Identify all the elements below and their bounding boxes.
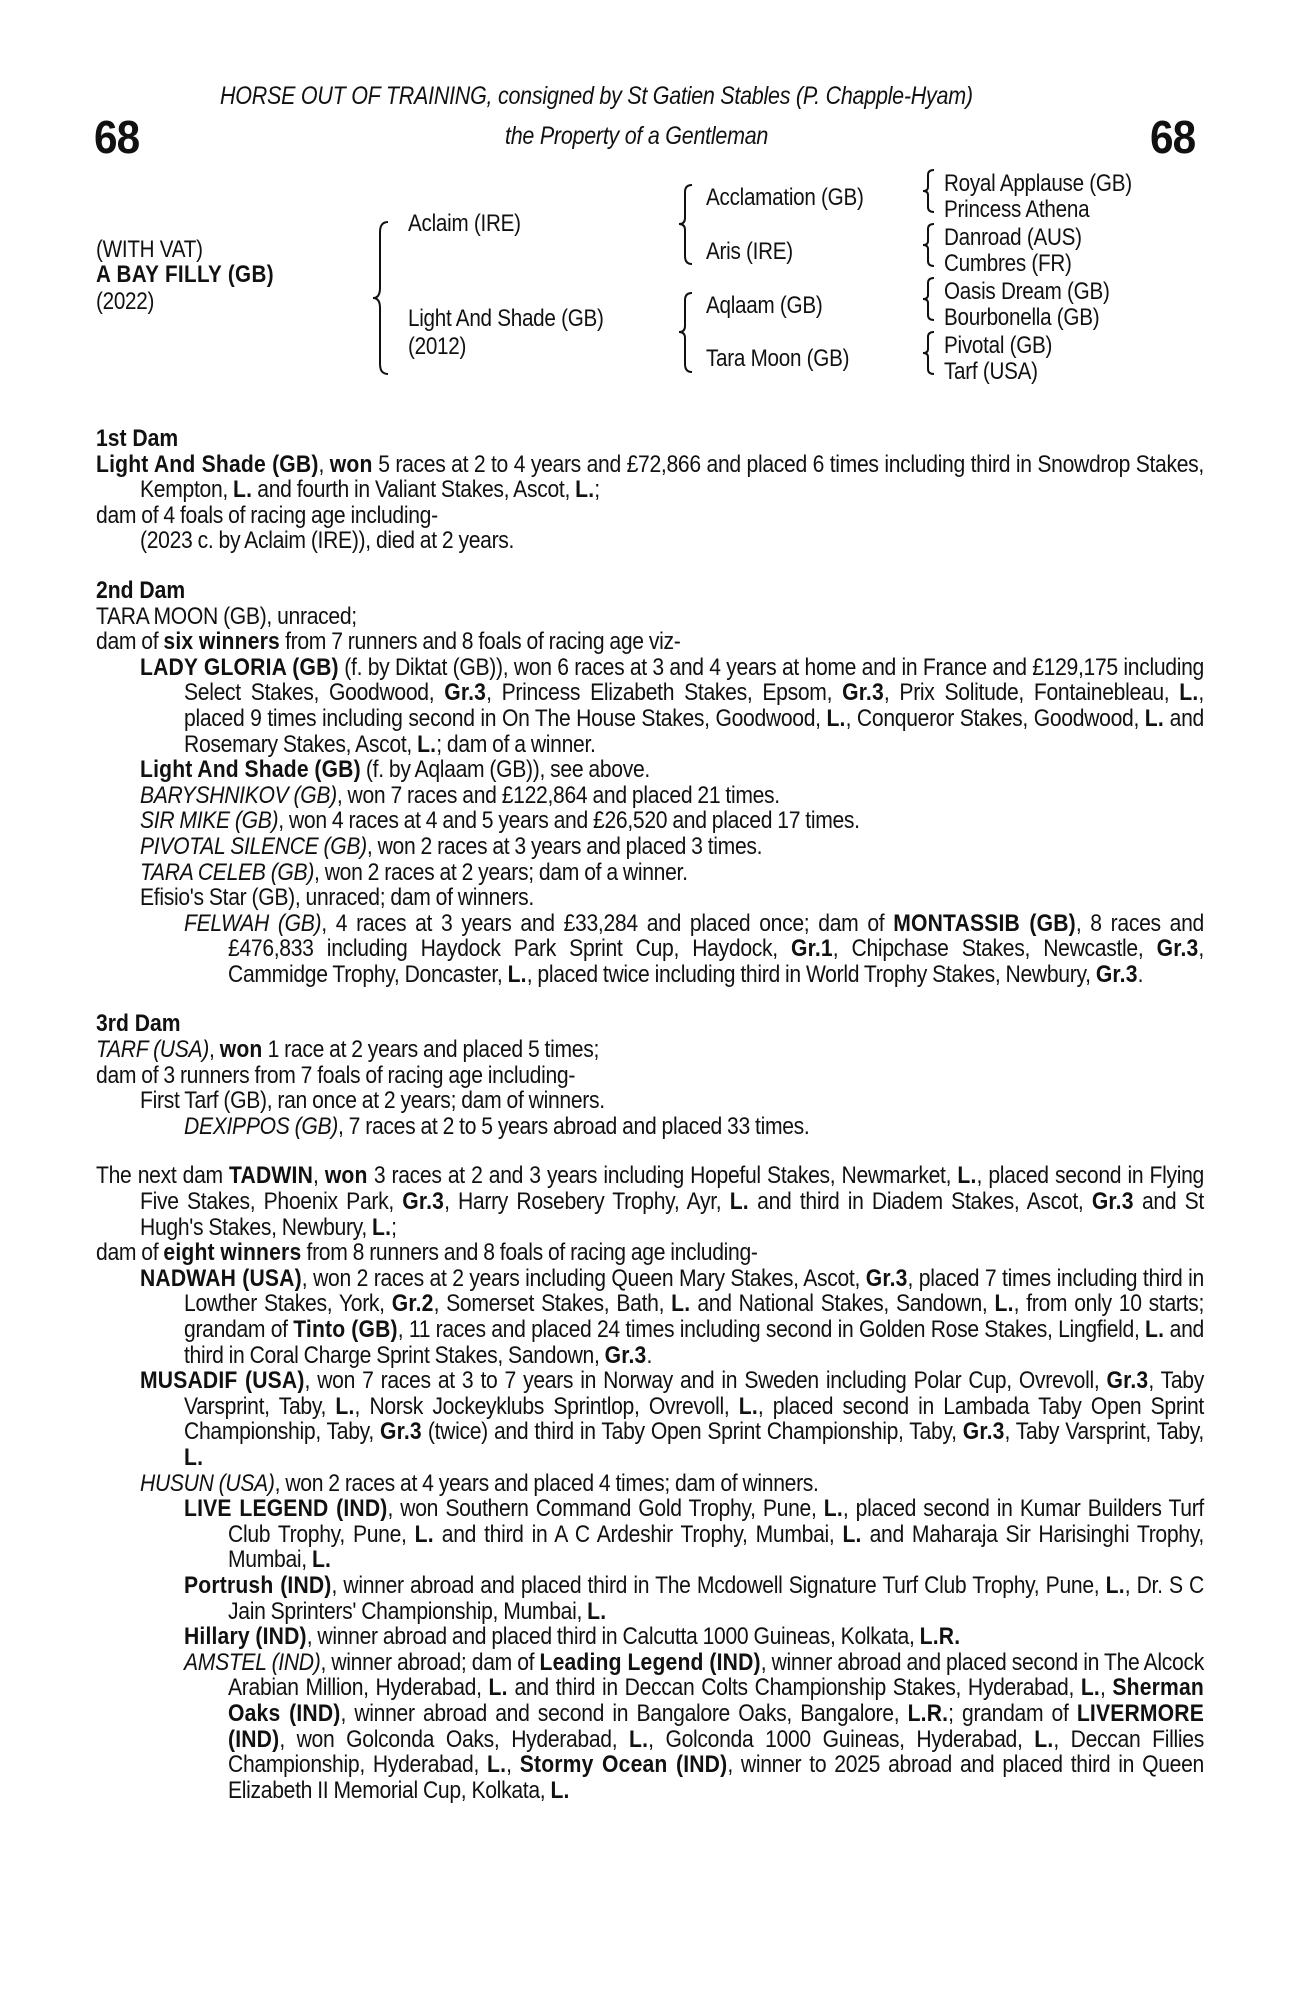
entry-text: and National Stakes, Sandown, xyxy=(690,1290,995,1318)
bold-text: Gr.3 xyxy=(444,679,487,707)
italic-text: HUSUN (USA) xyxy=(140,1469,275,1497)
entry-text: , Taby Varsprint, Taby, xyxy=(184,1367,1205,1420)
entry-text: and third in Coral Charge Sprint Stakes, Sandown, xyxy=(184,1316,1204,1369)
entry-text: , winner abroad and placed third in Calcutta 1000 Guineas, Kolkata, xyxy=(306,1623,920,1651)
bold-text: L. xyxy=(575,476,595,504)
g3-ancestor-text: Pivotal (GB) xyxy=(944,332,1053,359)
g3-ancestor xyxy=(944,224,1104,252)
g3-ancestor-text: Princess Athena xyxy=(944,196,1090,223)
italic-text: TARF (USA) xyxy=(96,1036,210,1064)
dam-year-text: (2012) xyxy=(408,333,467,360)
entry-text: , Taby Varsprint, Taby, xyxy=(1004,1418,1205,1446)
entry-text: , won 2 races at 2 years including Queen Mary Stakes, Ascot, xyxy=(301,1264,866,1292)
brace-icon xyxy=(920,222,938,268)
bold-text: L. xyxy=(1179,679,1199,707)
bold-text: Gr.3 xyxy=(379,1418,422,1446)
bold-text: L. xyxy=(823,1495,843,1523)
pedigree-entry xyxy=(96,1114,1204,1140)
bold-text: L. xyxy=(335,1392,355,1420)
bold-text: L. xyxy=(507,960,527,988)
bold-text: L. xyxy=(488,1674,508,1702)
section-title: 1st Dam xyxy=(96,425,179,452)
catalogue-header-consignor xyxy=(0,82,1315,111)
pedigree-entry xyxy=(96,1266,1204,1368)
entry-text: , 7 races at 2 to 5 years abroad and placed 33 times. xyxy=(338,1112,810,1140)
bold-text: TADWIN xyxy=(229,1162,314,1190)
brace-icon xyxy=(920,276,938,322)
entry-text: , won 2 races at 3 years and placed 3 times. xyxy=(366,832,763,860)
entry-text: Efisio's Star (GB), unraced; dam of winners. xyxy=(140,884,534,912)
bold-text: Gr.3 xyxy=(402,1188,445,1216)
g3-ancestor xyxy=(944,332,1070,360)
dam-sire xyxy=(706,292,841,320)
g3-ancestor xyxy=(944,304,1125,332)
entry-text: , placed 7 times including third in Lowther Stakes, York, xyxy=(184,1264,1204,1318)
bold-text: L. xyxy=(738,1392,758,1420)
bold-text: L. xyxy=(1145,1316,1165,1343)
pedigree-entry xyxy=(96,604,1204,630)
entry-text: 5 races at 2 to 4 years and £72,866 and placed 6 times including third in Snowdrop Stakes, Kempton, xyxy=(140,450,1204,504)
bold-text: Light And Shade (GB) xyxy=(96,450,319,478)
entry-text: , 8 races and £476,833 including Haydock Park Sprint Cup, Haydock, xyxy=(228,909,1205,963)
entry-text: , winner abroad and placed third in The Mcdowell Signature Turf Club Trophy, Pune, xyxy=(331,1571,1106,1599)
entry-text: , xyxy=(506,1751,520,1779)
entry-text: and third in A C Ardeshir Trophy, Mumbai, xyxy=(433,1520,843,1548)
g3-ancestor-text: Danroad (AUS) xyxy=(944,224,1082,251)
pedigree-entry xyxy=(96,528,1204,554)
pedigree-entry xyxy=(96,629,1204,655)
bold-text: L. xyxy=(1080,1674,1100,1702)
entry-text: from 8 runners and 8 foals of racing age including- xyxy=(301,1239,758,1267)
bold-text: MUSADIF (USA) xyxy=(140,1367,305,1395)
italic-text: TARA CELEB (GB) xyxy=(140,858,315,886)
entry-text: ; xyxy=(391,1213,397,1241)
entry-text: , won Golconda Oaks, Hyderabad, xyxy=(279,1725,630,1753)
entry-text: , winner abroad and placed second in The Alcock Arabian Million, Hyderabad, xyxy=(228,1648,1204,1702)
sire-dam-text: Aris (IRE) xyxy=(706,238,793,265)
italic-text: FELWAH (GB) xyxy=(184,909,322,937)
entry-text: dam of 4 foals of racing age including- xyxy=(96,501,438,529)
bold-text: Portrush (IND) xyxy=(184,1571,332,1599)
entry-text: , Chipchase Stakes, Newcastle, xyxy=(832,935,1157,963)
entry-text: TARA MOON (GB), unraced; xyxy=(96,602,357,630)
bold-text: Stormy Ocean (IND) xyxy=(519,1751,728,1779)
bold-text: eight winners xyxy=(163,1239,302,1267)
entry-text: , 4 races at 3 years and £33,284 and placed once; dam of xyxy=(321,909,894,937)
brace-icon xyxy=(676,290,696,376)
bold-text: Hillary (IND) xyxy=(184,1623,307,1651)
brace-icon xyxy=(920,168,938,214)
bold-text: L. xyxy=(487,1751,507,1779)
brace-icon xyxy=(370,218,392,378)
entry-text: , won 4 races at 4 and 5 years and £26,520 and placed 17 times. xyxy=(278,807,860,835)
pedigree-entry xyxy=(96,1037,1204,1063)
horse-name-text: A BAY FILLY (GB) xyxy=(96,261,274,288)
section-title: 2nd Dam xyxy=(96,576,186,604)
bold-text: Gr.3 xyxy=(604,1341,647,1369)
entry-text: , placed second in Lambada Taby Open Sprint Championship, Taby, xyxy=(184,1392,1204,1446)
bold-text: L. xyxy=(311,1546,332,1574)
entry-text: The next dam xyxy=(96,1162,230,1190)
horse-name xyxy=(96,261,303,289)
sire-text: Aclaim (IRE) xyxy=(408,210,521,237)
entry-text: , Conqueror Stakes, Goodwood, xyxy=(845,704,1145,732)
entry-text: , Harry Rosebery Trophy, Ayr, xyxy=(444,1188,730,1216)
entry-text: , Deccan Fillies Championship, Hyderabad, xyxy=(228,1725,1204,1779)
entry-text: from 7 runners and 8 foals of racing age viz- xyxy=(279,628,681,656)
entry-text: , xyxy=(313,1162,325,1190)
bold-text: Gr.3 xyxy=(842,679,884,707)
entry-text: First Tarf (GB), ran once at 2 years; dam of winners. xyxy=(140,1087,605,1115)
italic-text: PIVOTAL SILENCE (GB) xyxy=(140,832,367,860)
g3-ancestor-text: Bourbonella (GB) xyxy=(944,304,1100,331)
header-line-1: HORSE OUT OF TRAINING, consigned by St Gatien Stables (P. Chapple-Hyam) xyxy=(219,82,973,110)
g3-ancestor-text: Cumbres (FR) xyxy=(944,250,1072,277)
entry-text: dam of 3 runners from 7 foals of racing age including- xyxy=(96,1061,576,1089)
entry-text: , placed 9 times including second in On The House Stakes, Goodwood, xyxy=(184,679,1204,732)
g3-ancestor-text: Tarf (USA) xyxy=(944,358,1038,385)
pedigree-entry xyxy=(96,452,1204,503)
vat-note xyxy=(96,236,220,264)
entry-text: , xyxy=(209,1036,220,1064)
bold-text: L. xyxy=(1034,1725,1054,1753)
entry-text: ; dam of a winner. xyxy=(436,730,596,758)
entry-text: , Prix Solitude, Fontainebleau, xyxy=(883,679,1180,707)
dam-dam xyxy=(706,345,873,373)
g3-ancestor xyxy=(944,278,1137,306)
bold-text: Gr.3 xyxy=(1091,1188,1134,1216)
entry-text: , winner to 2025 abroad and placed third in Queen Elizabeth II Memorial Cup, Kolkata, xyxy=(228,1751,1205,1804)
g3-ancestor-text: Oasis Dream (GB) xyxy=(944,278,1110,305)
bold-text: L. xyxy=(417,730,437,758)
pedigree-entry xyxy=(96,1063,1204,1089)
entry-text: , Dr. S C Jain Sprinters' Championship, Mumbai, xyxy=(228,1571,1205,1625)
bold-text: Gr.3 xyxy=(1095,960,1138,988)
dam-section xyxy=(96,426,1204,554)
pedigree-entry xyxy=(96,757,1204,783)
bold-text: Gr.3 xyxy=(1156,935,1199,963)
entry-text: , won 2 races at 2 years; dam of a winner. xyxy=(314,858,688,886)
entry-text: , Norsk Jockeyklubs Sprintlop, Ovrevoll, xyxy=(354,1392,739,1420)
italic-text: AMSTEL (IND) xyxy=(184,1648,321,1676)
entry-text: and Maharaja Sir Harisinghi Trophy, Mumbai, xyxy=(228,1520,1204,1574)
entry-text: , Cammidge Trophy, Doncaster, xyxy=(228,935,1204,988)
pedigree-entry xyxy=(96,1240,1204,1266)
lot-number-right: 68 xyxy=(1150,111,1196,163)
entry-text: , xyxy=(1099,1674,1113,1702)
entry-text: , Somerset Stakes, Bath, xyxy=(433,1290,672,1318)
italic-text: SIR MIKE (GB) xyxy=(140,807,279,835)
entry-text: and third in Diadem Stakes, Ascot, xyxy=(748,1188,1092,1216)
entry-text: . xyxy=(1137,960,1144,988)
pedigree-entry xyxy=(96,860,1204,886)
entry-text: dam of xyxy=(96,628,164,656)
pedigree-entry xyxy=(96,911,1204,988)
brace-icon xyxy=(920,330,938,376)
dam-year xyxy=(408,333,476,361)
italic-text: BARYSHNIKOV (GB) xyxy=(140,781,337,809)
entry-text: dam of xyxy=(96,1239,164,1267)
bold-text: L. xyxy=(372,1213,392,1241)
bold-text: L. xyxy=(671,1290,691,1318)
pedigree-entry xyxy=(96,834,1204,860)
entry-text: , placed second in Kumar Builders Turf Club Trophy, Pune, xyxy=(228,1495,1204,1548)
pedigree-entry xyxy=(96,885,1204,911)
pedigree-entry xyxy=(96,1496,1204,1573)
bold-text: NADWAH (USA) xyxy=(140,1264,302,1292)
bold-text: L. xyxy=(842,1520,862,1548)
lot-number-left: 68 xyxy=(94,111,140,163)
sire xyxy=(408,210,539,238)
bold-text: MONTASSIB (GB) xyxy=(893,909,1076,937)
bold-text: L. xyxy=(957,1162,977,1190)
bold-text: L.R. xyxy=(907,1699,949,1727)
entry-text: (f. by Aqlaam (GB)), see above. xyxy=(360,756,650,784)
entry-text: . xyxy=(646,1341,653,1369)
bold-text: LIVE LEGEND (IND) xyxy=(184,1495,388,1523)
bold-text: L. xyxy=(729,1188,749,1216)
pedigree-entry xyxy=(96,1650,1204,1804)
dam xyxy=(408,305,636,333)
entry-text: (2023 c. by Aclaim (IRE)), died at 2 years. xyxy=(140,527,515,555)
pedigree-entry xyxy=(96,655,1204,757)
entry-text: ; xyxy=(594,476,600,504)
pedigree-entry xyxy=(96,783,1204,809)
bold-text: Tinto (GB) xyxy=(293,1316,398,1343)
vat-note-text: (WITH VAT) xyxy=(96,236,203,263)
entry-text: , from only 10 starts; grandam of xyxy=(184,1290,1205,1343)
bold-text: Gr.3 xyxy=(962,1418,1005,1446)
bold-text: six winners xyxy=(163,628,280,656)
bold-text: L. xyxy=(826,704,846,732)
section-title: 3rd Dam xyxy=(96,1010,181,1038)
bold-text: L. xyxy=(1105,1571,1125,1599)
g3-ancestor xyxy=(944,196,1113,224)
entry-text: , winner abroad and second in Bangalore Oaks, Bangalore, xyxy=(340,1699,908,1727)
bold-text: Gr.3 xyxy=(1106,1367,1149,1395)
bold-text: Sherman Oaks (IND) xyxy=(228,1674,1204,1727)
sire-sire-text: Acclamation (GB) xyxy=(706,184,864,211)
pedigree-entry xyxy=(96,1471,1204,1497)
entry-text: , winner abroad; dam of xyxy=(320,1648,540,1676)
bold-text: L. xyxy=(550,1776,570,1804)
entry-text: and third in Deccan Colts Championship Stakes, Hyderabad, xyxy=(507,1674,1081,1702)
bold-text: LADY GLORIA (GB) xyxy=(140,653,339,681)
bold-text: L. xyxy=(629,1725,649,1753)
entry-text: , Princess Elizabeth Stakes, Epsom, xyxy=(486,679,843,707)
entry-text: , 11 races and placed 24 times including second in Golden Rose Stakes, Lingfield, xyxy=(397,1316,1146,1343)
pedigree-entry xyxy=(96,1163,1204,1240)
entry-text: , won 2 races at 4 years and placed 4 times; dam of winners. xyxy=(274,1469,819,1497)
bold-text: L. xyxy=(233,476,253,504)
entry-text: , won Southern Command Gold Trophy, Pune, xyxy=(387,1495,824,1523)
bold-text: LIVERMORE (IND) xyxy=(228,1699,1204,1753)
bold-text: Light And Shade (GB) xyxy=(140,756,361,784)
horse-year-text: (2022) xyxy=(96,288,155,315)
dam-dam-text: Tara Moon (GB) xyxy=(706,345,850,372)
entry-text: , placed twice including third in World Trophy Stakes, Newbury, xyxy=(526,960,1096,988)
horse-year xyxy=(96,288,164,316)
pedigree-entry xyxy=(96,1368,1204,1470)
bold-text: Gr.2 xyxy=(391,1290,434,1318)
bold-text: L. xyxy=(414,1520,434,1548)
g3-ancestor-text: Royal Applause (GB) xyxy=(944,170,1132,197)
bold-text: won xyxy=(219,1036,263,1064)
entry-text: , Golconda 1000 Guineas, Hyderabad, xyxy=(648,1725,1035,1753)
dam-line-body xyxy=(96,426,1204,1803)
entry-text: , xyxy=(318,450,330,478)
entry-text: (f. by Diktat (GB)), won 6 races at 3 and 4 years at home and in France and £129,175 including Select Stakes, Goodwood, xyxy=(184,653,1205,707)
pedigree-entry xyxy=(96,503,1204,529)
pedigree-entry xyxy=(96,1573,1204,1624)
bold-text: Gr.3 xyxy=(865,1264,908,1292)
entry-text: , won 7 races and £122,864 and placed 21 times. xyxy=(336,781,780,809)
bold-text: L. xyxy=(994,1290,1014,1318)
bold-text: L. xyxy=(1144,704,1164,732)
dam-text: Light And Shade (GB) xyxy=(408,305,604,332)
entry-text: and Rosemary Stakes, Ascot, xyxy=(184,704,1204,758)
entry-text: and St Hugh's Stakes, Newbury, xyxy=(140,1188,1204,1241)
bold-text: L.R. xyxy=(919,1623,961,1651)
dam-section xyxy=(96,1163,1204,1803)
pedigree-entry xyxy=(96,1624,1204,1650)
bold-text: Leading Legend (IND) xyxy=(539,1648,761,1676)
dam-section xyxy=(96,578,1204,988)
bold-text: L. xyxy=(184,1443,204,1471)
pedigree-entry xyxy=(96,808,1204,834)
bold-text: Gr.1 xyxy=(791,935,833,963)
sire-sire xyxy=(706,184,889,212)
entry-text: , placed second in Flying Five Stakes, Phoenix Park, xyxy=(140,1162,1205,1216)
catalogue-header-property xyxy=(0,122,1315,151)
entry-text: ; grandam of xyxy=(948,1699,1077,1727)
bold-text: won xyxy=(329,450,373,478)
header-line-2: the Property of a Gentleman xyxy=(504,122,768,150)
dam-sire-text: Aqlaam (GB) xyxy=(706,292,823,319)
entry-text: , won 7 races at 3 to 7 years in Norway and in Sweden including Polar Cup, Ovrevoll, xyxy=(304,1367,1107,1395)
pedigree-entry xyxy=(96,1088,1204,1114)
entry-text: (twice) and third in Taby Open Sprint Championship, Taby, xyxy=(421,1418,963,1446)
g3-ancestor xyxy=(944,358,1053,386)
sire-dam xyxy=(706,238,807,266)
bold-text: won xyxy=(324,1162,368,1190)
entry-text: and fourth in Valiant Stakes, Ascot, xyxy=(252,476,576,504)
italic-text: DEXIPPOS (GB) xyxy=(184,1112,338,1140)
g3-ancestor xyxy=(944,250,1092,278)
entry-text: 1 race at 2 years and placed 5 times; xyxy=(262,1036,600,1064)
brace-icon xyxy=(676,182,696,268)
dam-section xyxy=(96,1011,1204,1139)
bold-text: L. xyxy=(587,1597,607,1625)
g3-ancestor xyxy=(944,170,1162,198)
entry-text: 3 races at 2 and 3 years including Hopeful Stakes, Newmarket, xyxy=(367,1162,958,1190)
